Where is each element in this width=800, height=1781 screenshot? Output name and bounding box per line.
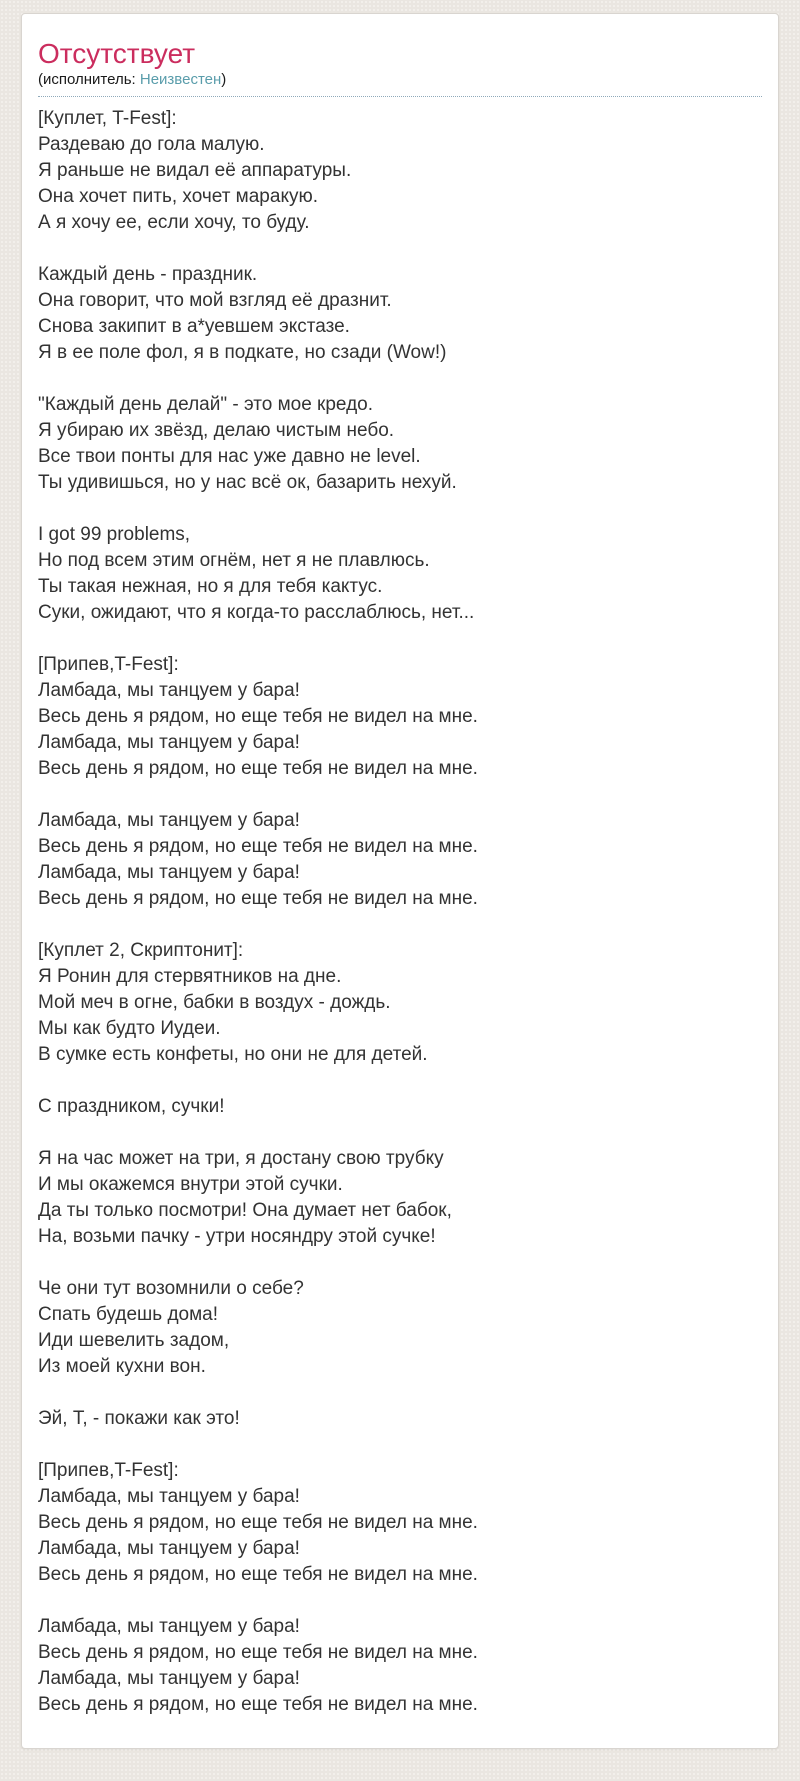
lyric-line: Я на час может на три, я достану свою трубку (38, 1148, 444, 1169)
lyric-line: Весь день я рядом, но еще тебя не видел на мне. (38, 1512, 478, 1533)
lyrics-card (21, 13, 779, 1749)
lyric-line: Она хочет пить, хочет маракую. (38, 186, 318, 207)
lyric-line: [Куплет 2, Скриптонит]: (38, 940, 244, 961)
lyric-line: Я убираю их звёзд, делаю чистым небо. (38, 420, 395, 441)
lyric-line: Ламбада, мы танцуем у бара! (38, 732, 300, 753)
stanza (38, 1094, 762, 1120)
lyric-line: Эй, Т, - покажи как это! (38, 1408, 240, 1429)
lyric-line: В сумке есть конфеты, но они не для детей. (38, 1044, 428, 1065)
lyric-line: Весь день я рядом, но еще тебя не видел на мне. (38, 836, 478, 857)
lyric-line: Ламбада, мы танцуем у бара! (38, 1616, 300, 1637)
lyric-line: [Куплет, T-Fest]: (38, 108, 177, 129)
artist-label-prefix: (исполнитель: (38, 71, 140, 88)
stanza (38, 1276, 762, 1380)
stanza (38, 938, 762, 1068)
lyric-line: Да ты только посмотри! Она думает нет бабок, (38, 1200, 452, 1221)
lyric-line: Каждый день - праздник. (38, 264, 258, 285)
stanza (38, 1614, 762, 1718)
lyric-line: Но под всем этим огнём, нет я не плавлюсь. (38, 550, 430, 571)
stanza (38, 522, 762, 626)
lyric-line: Я в ее поле фол, я в подкате, но сзади (Wow!) (38, 342, 447, 363)
song-title: Отсутствует (38, 38, 196, 69)
lyric-line: Ты такая нежная, но я для тебя кактус. (38, 576, 383, 597)
lyric-line: Мы как будто Иудеи. (38, 1018, 221, 1039)
stanza (38, 106, 762, 236)
lyric-line: Иди шевелить задом, (38, 1330, 230, 1351)
lyric-line: Снова закипит в а*уевшем экстазе. (38, 316, 350, 337)
lyric-line: Весь день я рядом, но еще тебя не видел на мне. (38, 1564, 478, 1585)
stanza (38, 652, 762, 782)
lyric-line: Из моей кухни вон. (38, 1356, 206, 1377)
lyric-line: Ламбада, мы танцуем у бара! (38, 680, 300, 701)
lyric-line: Че они тут возомнили о себе? (38, 1278, 304, 1299)
stanza (38, 1458, 762, 1588)
lyric-line: А я хочу ее, если хочу, то буду. (38, 212, 310, 233)
lyric-line: Ламбада, мы танцуем у бара! (38, 1538, 300, 1559)
stanza (38, 1146, 762, 1250)
lyric-line: Спать будешь дома! (38, 1304, 219, 1325)
artist-link[interactable]: Неизвестен (139, 71, 222, 88)
lyric-line: Весь день я рядом, но еще тебя не видел на мне. (38, 706, 478, 727)
lyric-line: [Припев,T-Fest]: (38, 1460, 179, 1481)
lyric-line: [Припев,T-Fest]: (38, 654, 179, 675)
lyric-line: С праздником, сучки! (38, 1096, 225, 1117)
lyrics (38, 106, 762, 1718)
lyric-line: Весь день я рядом, но еще тебя не видел на мне. (38, 758, 478, 779)
lyric-line: Ты удивишься, но у нас всё ок, базарить нехуй. (38, 472, 457, 493)
lyric-line: Ламбада, мы танцуем у бара! (38, 810, 300, 831)
lyric-line: Весь день я рядом, но еще тебя не видел на мне. (38, 1642, 478, 1663)
lyric-line: Ламбада, мы танцуем у бара! (38, 862, 300, 883)
lyric-line: Суки, ожидают, что я когда-то расслаблюсь, нет... (38, 602, 475, 623)
lyric-line: Ламбада, мы танцуем у бара! (38, 1486, 300, 1507)
stanza (38, 1406, 762, 1432)
lyric-line: Мой меч в огне, бабки в воздух - дождь. (38, 992, 391, 1013)
lyric-line: "Каждый день делай" - это мое кредо. (38, 394, 374, 415)
lyric-line: Она говорит, что мой взгляд её дразнит. (38, 290, 392, 311)
artist-line (38, 71, 762, 97)
lyric-line: И мы окажемся внутри этой сучки. (38, 1174, 343, 1195)
lyric-line: На, возьми пачку - утри носяндру этой сучке! (38, 1226, 436, 1247)
stanza (38, 808, 762, 912)
lyric-line: Все твои понты для нас уже давно не level. (38, 446, 421, 467)
stanza (38, 262, 762, 366)
artist-label-suffix: ) (221, 71, 227, 88)
lyric-line: Я раньше не видал её аппаратуры. (38, 160, 352, 181)
lyric-line: Я Ронин для стервятников на дне. (38, 966, 342, 987)
lyric-line: Ламбада, мы танцуем у бара! (38, 1668, 300, 1689)
lyric-line: Весь день я рядом, но еще тебя не видел на мне. (38, 1694, 478, 1715)
lyric-line: Весь день я рядом, но еще тебя не видел на мне. (38, 888, 478, 909)
stanza (38, 392, 762, 496)
lyric-line: Раздеваю до гола малую. (38, 134, 265, 155)
lyric-line: I got 99 problems, (38, 524, 191, 545)
